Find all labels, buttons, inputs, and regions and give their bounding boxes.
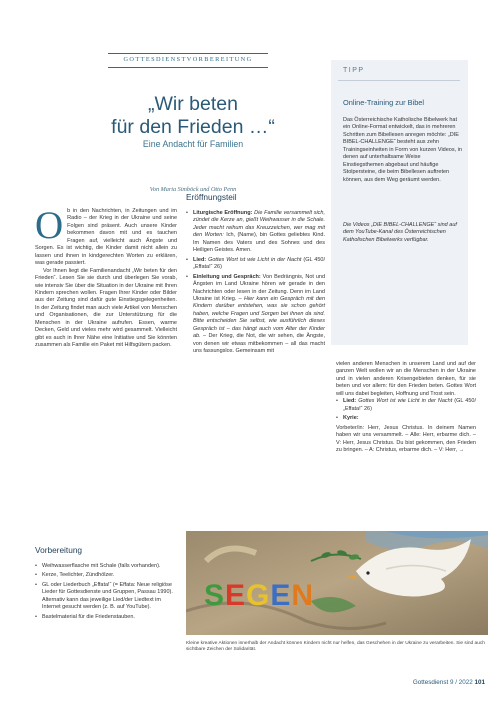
item-text: – Der Krieg, die Not, die wir sehen, die Ängste, von denen wir etwas mitbekommen – all das macht uns fassungslos. Gemeinsam mit — [193, 333, 325, 355]
tip-label: TIPP — [343, 67, 365, 74]
eroeffnung-heading: Eröffnungsteil — [186, 192, 237, 202]
list-item — [186, 274, 325, 356]
item-label: Kyrie: — [343, 415, 359, 422]
dropcap-letter: O — [35, 204, 64, 247]
intro-paragraph-2: Vor Ihnen liegt die Familienandacht „Wir beten für den Frieden“. Lesen Sie sie durch und überlegen Sie vorab, wie intensiv Sie über die Situation in der Ukraine mit Ihren Kindern sprechen wollen. Fragen Ihrer Kinder oder Bilder aus der Zeitung sind dafür gute Einstiegsgelegenheiten. In der Zeitung findet man auch viele Artikel von Menschen und Organisationen, die zur Unterstützung für die Menschen in der Ukraine aufrufen. Essen, warme Decken, Geld und vieles mehr wird gesammelt. Vielleicht gibt es auch in Ihrer Nähe eine Initiative und Sie könnten zusammen als Familie ein Paket mit Hilfsgütern packen. — [35, 267, 177, 349]
item-text: Von Bedrängnis, Not und Ängsten im Land Ukraine hören wir gerade in den Nachrichten oder lesen in der Zeitung. Denn im Land Ukraine ist Krieg. – — [193, 273, 326, 302]
kyrie-part: A: Christus, erbarme dich. – V: Herr, — [369, 446, 458, 453]
segen-word: SEGEN — [204, 579, 315, 612]
list-item: • Weihwasserflasche mit Schale (falls vorhanden). — [35, 563, 177, 570]
page-footer — [360, 679, 485, 686]
kyrie-text — [336, 425, 476, 455]
issue-number: 9 / 2022 — [449, 679, 473, 686]
item-song-title: Gottes Wort ist wie Licht in der Nacht — [208, 256, 302, 263]
magazine-name: Gottesdienst — [412, 679, 449, 686]
tip-text: Das Österreichische Katholische Bibelwerk hat ein Online-Format entwickelt, das in mehreren Schritten zum Bibellesen anregen möchte: „DIE BIBEL-CHALLENGE“ besteht aus zehn Trainingseinheiten in Form von kurzen Videos, in denen auf unterhaltsame Weise Einstiegsthemen abgebaut und häufige Stolpersteine, die beim Bibellesen auftreten können, aus dem Weg geräumt werden. — [343, 117, 462, 183]
title-line-2: für den Frieden …“ — [111, 116, 275, 138]
header-rule-top — [108, 53, 268, 54]
article-authors: Von Maria Simböck und Otto Penn — [149, 186, 237, 193]
dove-painting-icon — [186, 531, 488, 635]
item-text: Ich, (Name), bin Gottes geliebtes Kind. Im Namen des Vaters und des Sohnes und des Heiligen Geistes. Amen. — [193, 232, 325, 254]
kyrie-part: Vorbeter/in: Herr, Jesus Christus. In deinem Namen haben wir uns versammelt. – — [336, 424, 476, 439]
list-item: • Bastelmaterial für die Friedenstauben. — [35, 614, 177, 621]
tip-note: Die Videos „DIE BIBEL-CHALLENGE“ sind auf dem YouTube-Kanal des Österreichischen Katholischen Bibelwerks verfügbar. — [343, 222, 457, 243]
column-three — [336, 361, 476, 454]
intro-paragraph — [35, 204, 177, 268]
continue-arrow-icon: → — [458, 446, 465, 453]
item-label: Lied: — [343, 398, 357, 405]
article-title — [62, 93, 324, 139]
item-text: (GL 450/„Effata!“ 26) — [193, 256, 326, 271]
list-item: • GL oder Liederbuch „Effata!“ (= Effata: Neue religiöse Lieder für Gottesdienste und Gruppen, Passau 1990). Alternativ kann das jeweilige Lied/der Liedtext im Internet gesucht werden (z. B. auf YouTube). — [35, 582, 177, 612]
item-label: Einleitung und Gespräch: — [193, 273, 261, 280]
item-instruction: Die Familie versammelt sich, zündet die Kerze an, gießt Weihwasser in die Schale. Jeder macht reihum das Kreuzzeichen, wer mag mit den Worten: — [193, 210, 325, 239]
article-subtitle: Eine Andacht für Familien — [142, 139, 244, 149]
intro-text: b in den Nachrichten, in Zeitungen und im Radio – der Krieg in der Ukraine und seine Folgen sind präsent. Auch unsere Kinder bekommen davon mit und es tauchen Fragen auf, vielleicht auch Ängste und Sorgen. Es ist wichtig, die Kinder damit nicht allein zu lassen und ihnen in kindgerechten Worten zu erklären, was gerade passiert. — [35, 208, 177, 267]
section-label: GOTTESDIENSTVORBEREITUNG — [123, 56, 253, 63]
list-item: • Kerze, Teelichter, Zündhölzer. — [35, 572, 177, 579]
tip-divider — [338, 80, 460, 81]
eroeffnung-column — [186, 210, 325, 358]
item-label: Lied: — [193, 256, 207, 263]
tip-title: Online-Training zur Bibel — [343, 98, 425, 107]
list-item — [186, 210, 325, 255]
list-item — [186, 257, 325, 272]
page-number: 101 — [474, 679, 485, 686]
list-item — [336, 415, 476, 422]
item-text: (GL 450/„Effata!“ 26) — [343, 398, 477, 412]
list-item — [336, 398, 476, 413]
vorbereitung-list — [35, 563, 177, 623]
vorbereitung-heading: Vorbereitung — [35, 545, 83, 555]
dove-painting-photo — [186, 531, 488, 635]
title-line-1: „Wir beten — [148, 93, 238, 115]
header-rule-bottom — [108, 67, 268, 68]
item-label: Liturgische Eröffnung: — [193, 210, 253, 216]
kyrie-part: Alle: Herr, erbarme dich. – V: Herr, Jesus Christus. Du bist gekommen, den Frieden zu bringen. – — [336, 432, 476, 453]
col3-text: vielen anderen Menschen in unserem Land und auf der ganzen Welt wollen wir an die Menschen in der Ukraine und in vielen anderen Krisengebieten denken, für sie beten und vor allem: für den Frieden beten. Gottes Wort will uns dabei begleiten, Hoffnung und Trost sein. — [336, 361, 476, 397]
item-instruction: Hier kann ein Gespräch mit den Kindern darüber entstehen, was sie schon gehört haben, welche Fragen und Sorgen bei ihnen da sind. Bitte entscheiden Sie selbst, wie ausführlich dieses Gespräch ist – das hängt auch vom Alter der Kinder ab. — [193, 295, 326, 340]
intro-column — [35, 204, 177, 350]
item-song-title: Gottes Wort ist wie Licht in der Nacht — [358, 398, 453, 405]
photo-caption: Kleine kreative Aktionen innerhalb der Andacht können Kindern nicht nur helfen, das Geschehen in der Ukraine zu verarbeiten. Sie sind auch sichtbare Zeichen der Solidarität. — [186, 641, 485, 653]
